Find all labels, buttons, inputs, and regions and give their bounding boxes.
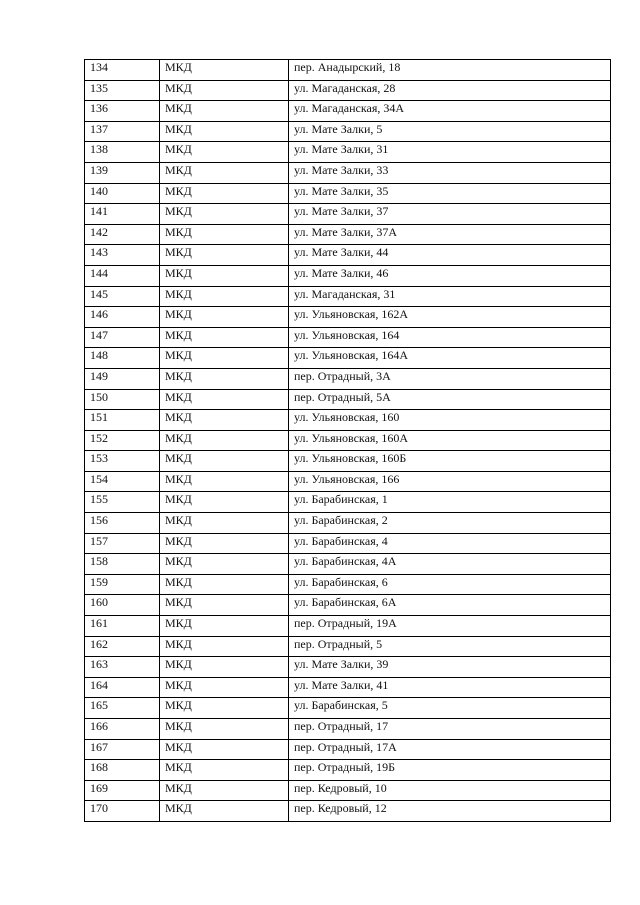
- table-row: [85, 368, 611, 389]
- row-number-cell: 151: [85, 410, 160, 431]
- table-row: [85, 430, 611, 451]
- address-cell: ул. Барабинская, 2: [289, 513, 611, 534]
- address-cell: ул. Мате Залки, 33: [289, 162, 611, 183]
- object-type-cell: МКД: [160, 492, 289, 513]
- row-number-cell: 166: [85, 719, 160, 740]
- object-type-cell: МКД: [160, 636, 289, 657]
- table-row: [85, 719, 611, 740]
- table-row: [85, 410, 611, 431]
- row-number-cell: 134: [85, 60, 160, 81]
- object-type-cell: МКД: [160, 719, 289, 740]
- table-row: [85, 657, 611, 678]
- row-number-cell: 142: [85, 224, 160, 245]
- row-number-cell: 158: [85, 554, 160, 575]
- address-cell: пер. Кедровый, 12: [289, 801, 611, 822]
- table-row: [85, 533, 611, 554]
- table-row: [85, 492, 611, 513]
- table-row: [85, 307, 611, 328]
- row-number-cell: 170: [85, 801, 160, 822]
- address-cell: ул. Ульяновская, 164А: [289, 348, 611, 369]
- row-number-cell: 139: [85, 162, 160, 183]
- table-row: [85, 513, 611, 534]
- row-number-cell: 138: [85, 142, 160, 163]
- address-cell: ул. Барабинская, 4А: [289, 554, 611, 575]
- address-cell: ул. Мате Залки, 35: [289, 183, 611, 204]
- table-row: [85, 142, 611, 163]
- address-cell: пер. Отрадный, 5А: [289, 389, 611, 410]
- object-type-cell: МКД: [160, 410, 289, 431]
- row-number-cell: 150: [85, 389, 160, 410]
- address-cell: пер. Отрадный, 19А: [289, 616, 611, 637]
- table-row: [85, 636, 611, 657]
- row-number-cell: 159: [85, 574, 160, 595]
- address-cell: ул. Ульяновская, 160: [289, 410, 611, 431]
- row-number-cell: 147: [85, 327, 160, 348]
- address-cell: ул. Мате Залки, 31: [289, 142, 611, 163]
- row-number-cell: 165: [85, 698, 160, 719]
- row-number-cell: 164: [85, 677, 160, 698]
- row-number-cell: 157: [85, 533, 160, 554]
- address-cell: ул. Барабинская, 5: [289, 698, 611, 719]
- table-row: [85, 801, 611, 822]
- address-cell: ул. Магаданская, 34А: [289, 101, 611, 122]
- object-type-cell: МКД: [160, 80, 289, 101]
- address-cell: ул. Мате Залки, 44: [289, 245, 611, 266]
- address-cell: пер. Анадырский, 18: [289, 60, 611, 81]
- object-type-cell: МКД: [160, 533, 289, 554]
- address-cell: ул. Барабинская, 1: [289, 492, 611, 513]
- object-type-cell: МКД: [160, 204, 289, 225]
- object-type-cell: МКД: [160, 616, 289, 637]
- table-row: [85, 183, 611, 204]
- object-type-cell: МКД: [160, 739, 289, 760]
- address-cell: ул. Ульяновская, 162А: [289, 307, 611, 328]
- row-number-cell: 146: [85, 307, 160, 328]
- address-cell: пер. Отрадный, 19Б: [289, 760, 611, 781]
- object-type-cell: МКД: [160, 698, 289, 719]
- object-type-cell: МКД: [160, 760, 289, 781]
- object-type-cell: МКД: [160, 307, 289, 328]
- table-body: [85, 60, 611, 822]
- table-row: [85, 327, 611, 348]
- row-number-cell: 137: [85, 121, 160, 142]
- row-number-cell: 155: [85, 492, 160, 513]
- address-cell: ул. Мате Залки, 5: [289, 121, 611, 142]
- table-row: [85, 389, 611, 410]
- address-cell: ул. Магаданская, 31: [289, 286, 611, 307]
- address-cell: пер. Отрадный, 5: [289, 636, 611, 657]
- address-cell: ул. Ульяновская, 160Б: [289, 451, 611, 472]
- table-row: [85, 245, 611, 266]
- object-type-cell: МКД: [160, 657, 289, 678]
- table-row: [85, 595, 611, 616]
- table-row: [85, 162, 611, 183]
- object-type-cell: МКД: [160, 60, 289, 81]
- object-type-cell: МКД: [160, 554, 289, 575]
- row-number-cell: 136: [85, 101, 160, 122]
- address-cell: пер. Кедровый, 10: [289, 780, 611, 801]
- row-number-cell: 141: [85, 204, 160, 225]
- object-type-cell: МКД: [160, 368, 289, 389]
- address-cell: пер. Отрадный, 17: [289, 719, 611, 740]
- row-number-cell: 152: [85, 430, 160, 451]
- row-number-cell: 153: [85, 451, 160, 472]
- row-number-cell: 135: [85, 80, 160, 101]
- object-type-cell: МКД: [160, 245, 289, 266]
- row-number-cell: 144: [85, 265, 160, 286]
- row-number-cell: 163: [85, 657, 160, 678]
- object-type-cell: МКД: [160, 430, 289, 451]
- object-type-cell: МКД: [160, 595, 289, 616]
- table-row: [85, 554, 611, 575]
- address-cell: пер. Отрадный, 3А: [289, 368, 611, 389]
- object-type-cell: МКД: [160, 780, 289, 801]
- object-type-cell: МКД: [160, 677, 289, 698]
- object-type-cell: МКД: [160, 389, 289, 410]
- row-number-cell: 148: [85, 348, 160, 369]
- address-cell: ул. Ульяновская, 166: [289, 471, 611, 492]
- address-cell: ул. Ульяновская, 164: [289, 327, 611, 348]
- table-row: [85, 348, 611, 369]
- row-number-cell: 156: [85, 513, 160, 534]
- table-row: [85, 698, 611, 719]
- object-type-cell: МКД: [160, 224, 289, 245]
- address-table: [84, 59, 611, 822]
- object-type-cell: МКД: [160, 574, 289, 595]
- object-type-cell: МКД: [160, 265, 289, 286]
- row-number-cell: 140: [85, 183, 160, 204]
- object-type-cell: МКД: [160, 801, 289, 822]
- row-number-cell: 168: [85, 760, 160, 781]
- table-row: [85, 451, 611, 472]
- row-number-cell: 162: [85, 636, 160, 657]
- row-number-cell: 161: [85, 616, 160, 637]
- table-row: [85, 265, 611, 286]
- address-cell: ул. Мате Залки, 37А: [289, 224, 611, 245]
- object-type-cell: МКД: [160, 471, 289, 492]
- address-cell: ул. Мате Залки, 39: [289, 657, 611, 678]
- object-type-cell: МКД: [160, 348, 289, 369]
- address-cell: ул. Мате Залки, 46: [289, 265, 611, 286]
- object-type-cell: МКД: [160, 101, 289, 122]
- row-number-cell: 143: [85, 245, 160, 266]
- address-cell: ул. Барабинская, 6: [289, 574, 611, 595]
- table-row: [85, 121, 611, 142]
- document-page: [84, 59, 610, 822]
- address-cell: ул. Барабинская, 6А: [289, 595, 611, 616]
- object-type-cell: МКД: [160, 327, 289, 348]
- table-row: [85, 204, 611, 225]
- address-cell: ул. Ульяновская, 160А: [289, 430, 611, 451]
- table-row: [85, 616, 611, 637]
- table-row: [85, 780, 611, 801]
- address-cell: пер. Отрадный, 17А: [289, 739, 611, 760]
- object-type-cell: МКД: [160, 121, 289, 142]
- address-cell: ул. Магаданская, 28: [289, 80, 611, 101]
- object-type-cell: МКД: [160, 142, 289, 163]
- object-type-cell: МКД: [160, 451, 289, 472]
- table-row: [85, 677, 611, 698]
- table-row: [85, 574, 611, 595]
- table-row: [85, 471, 611, 492]
- row-number-cell: 149: [85, 368, 160, 389]
- table-row: [85, 80, 611, 101]
- address-cell: ул. Мате Залки, 37: [289, 204, 611, 225]
- row-number-cell: 145: [85, 286, 160, 307]
- row-number-cell: 154: [85, 471, 160, 492]
- row-number-cell: 169: [85, 780, 160, 801]
- table-row: [85, 224, 611, 245]
- address-cell: ул. Барабинская, 4: [289, 533, 611, 554]
- row-number-cell: 167: [85, 739, 160, 760]
- object-type-cell: МКД: [160, 286, 289, 307]
- row-number-cell: 160: [85, 595, 160, 616]
- table-row: [85, 760, 611, 781]
- table-row: [85, 286, 611, 307]
- address-cell: ул. Мате Залки, 41: [289, 677, 611, 698]
- object-type-cell: МКД: [160, 513, 289, 534]
- table-row: [85, 739, 611, 760]
- object-type-cell: МКД: [160, 183, 289, 204]
- object-type-cell: МКД: [160, 162, 289, 183]
- table-row: [85, 60, 611, 81]
- table-row: [85, 101, 611, 122]
